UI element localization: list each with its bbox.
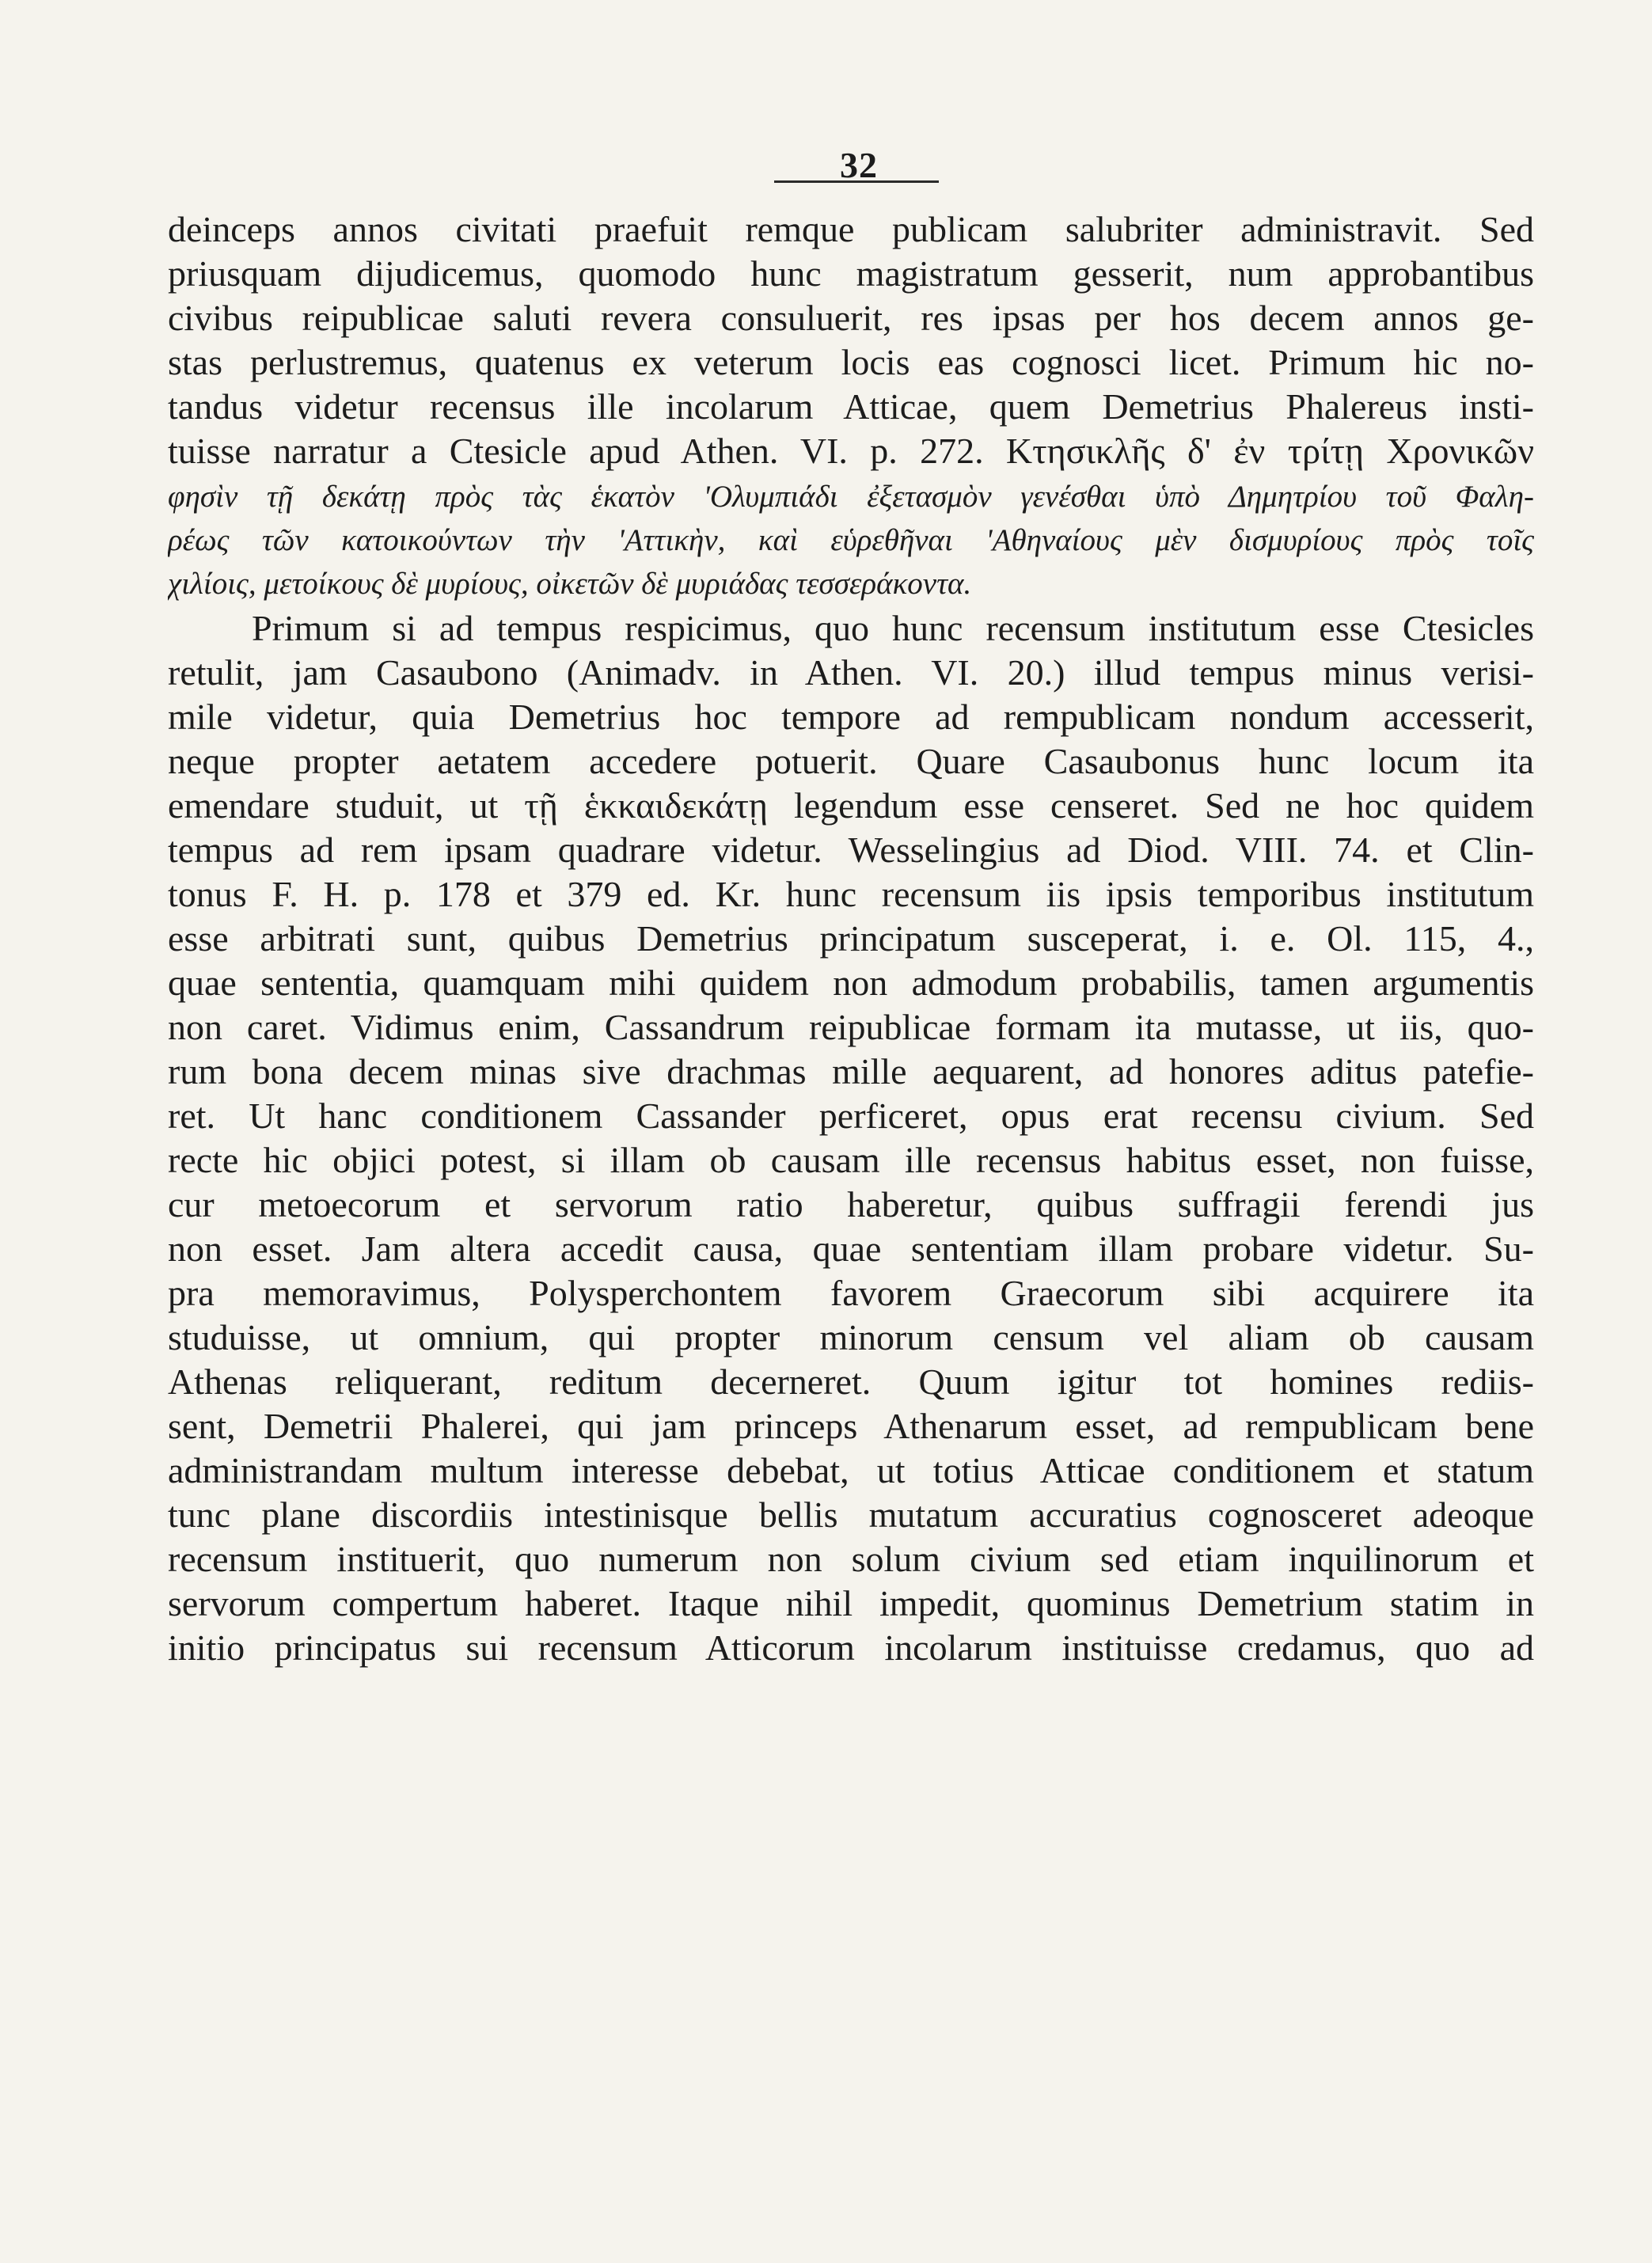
text-line: Athenas reliquerant, reditum decerneret. Quum igitur tot homines rediis- bbox=[168, 1361, 1534, 1402]
greek-quote-line: χιλίοις, μετοίκους δὲ μυρίους, οἰκετῶν δὲ μυριάδας τεσσεράκοντα. bbox=[168, 567, 972, 601]
text-line: stas perlustremus, quatenus ex veterum locis eas cognosci licet. Primum hic no- bbox=[168, 342, 1534, 382]
text-line: emendare studuit, ut τῇ ἑκκαιδεκάτῃ legendum esse censeret. Sed ne hoc quidem bbox=[168, 785, 1534, 826]
text-line: tonus F. H. p. 178 et 379 ed. Kr. hunc recensum iis ipsis temporibus institutum bbox=[168, 874, 1534, 914]
text-line: retulit, jam Casaubono (Animadv. in Athen. VI. 20.) illud tempus minus verisi- bbox=[168, 652, 1534, 693]
text-line: tempus ad rem ipsam quadrare videtur. Wesselingius ad Diod. VIII. 74. et Clin- bbox=[168, 830, 1534, 870]
text-line: sent, Demetrii Phalerei, qui jam princeps Athenarum esset, ad rempublicam bene bbox=[168, 1406, 1534, 1446]
text-line: deinceps annos civitati praefuit remque publicam salubriter administravit. Sed bbox=[168, 209, 1534, 249]
text-line: ret. Ut hanc conditionem Cassander perficeret, opus erat recensu civium. Sed bbox=[168, 1095, 1534, 1136]
text-line: non caret. Vidimus enim, Cassandrum reipublicae formam ita mutasse, ut iis, quo- bbox=[168, 1007, 1534, 1047]
text-line: tandus videtur recensus ille incolarum Atticae, quem Demetrius Phalereus insti- bbox=[168, 386, 1534, 427]
greek-quote-line: ρέως τῶν κατοικούντων τὴν 'Αττικὴν, καὶ εὑρεθῆναι 'Αθηναίους μὲν δισμυρίους πρὸς τοῖς bbox=[168, 523, 1534, 557]
text-line: administrandam multum interesse debebat, ut totius Atticae conditionem et statum bbox=[168, 1450, 1534, 1490]
text-line: civibus reipublicae saluti revera consuluerit, res ipsas per hos decem annos ge- bbox=[168, 298, 1534, 338]
page-number: 32 bbox=[840, 145, 878, 185]
text-line: recensum instituerit, quo numerum non solum civium sed etiam inquilinorum et bbox=[168, 1539, 1534, 1579]
greek-quote-line: φησὶν τῇ δεκάτῃ πρὸς τὰς ἑκατὸν 'Ολυμπιάδι ἐξετασμὸν γενέσθαι ὑπὸ Δημητρίου τοῦ Φαλη- bbox=[168, 480, 1534, 514]
text-line: pra memoravimus, Polysperchontem favorem Graecorum sibi acquirere ita bbox=[168, 1273, 1534, 1313]
paragraph-start-line: Primum si ad tempus respicimus, quo hunc recensum institutum esse Ctesicles bbox=[252, 608, 1534, 648]
text-line: rum bona decem minas sive drachmas mille aequarent, ad honores aditus patefie- bbox=[168, 1051, 1534, 1092]
text-line: recte hic objici potest, si illam ob causam ille recensus habitus esset, non fuisse, bbox=[168, 1140, 1534, 1180]
text-line: non esset. Jam altera accedit causa, quae sententiam illam probare videtur. Su- bbox=[168, 1228, 1534, 1269]
header-rule bbox=[774, 180, 939, 183]
text-line: tunc plane discordiis intestinisque bellis mutatum accuratius cognosceret adeoque bbox=[168, 1494, 1534, 1535]
text-line: cur metoecorum et servorum ratio haberetur, quibus suffragii ferendi jus bbox=[168, 1184, 1534, 1225]
text-line: esse arbitrati sunt, quibus Demetrius principatum susceperat, i. e. Ol. 115, 4., bbox=[168, 918, 1534, 959]
text-line: priusquam dijudicemus, quomodo hunc magistratum gesserit, num approbantibus bbox=[168, 253, 1534, 294]
text-line: servorum compertum haberet. Itaque nihil impedit, quominus Demetrium statim in bbox=[168, 1583, 1534, 1623]
text-line: tuisse narratur a Ctesicle apud Athen. VI. p. 272. Κτησικλῆς δ' ἐν τρίτῃ Χρονικῶν bbox=[168, 431, 1534, 471]
text-line: mile videtur, quia Demetrius hoc tempore ad rempublicam nondum accesserit, bbox=[168, 697, 1534, 737]
text-line: studuisse, ut omnium, qui propter minorum censum vel aliam ob causam bbox=[168, 1317, 1534, 1357]
text-line: initio principatus sui recensum Atticorum incolarum instituisse credamus, quo ad bbox=[168, 1627, 1534, 1668]
text-line: neque propter aetatem accedere potuerit. Quare Casaubonus hunc locum ita bbox=[168, 741, 1534, 781]
text-line: quae sententia, quamquam mihi quidem non admodum probabilis, tamen argumentis bbox=[168, 963, 1534, 1003]
